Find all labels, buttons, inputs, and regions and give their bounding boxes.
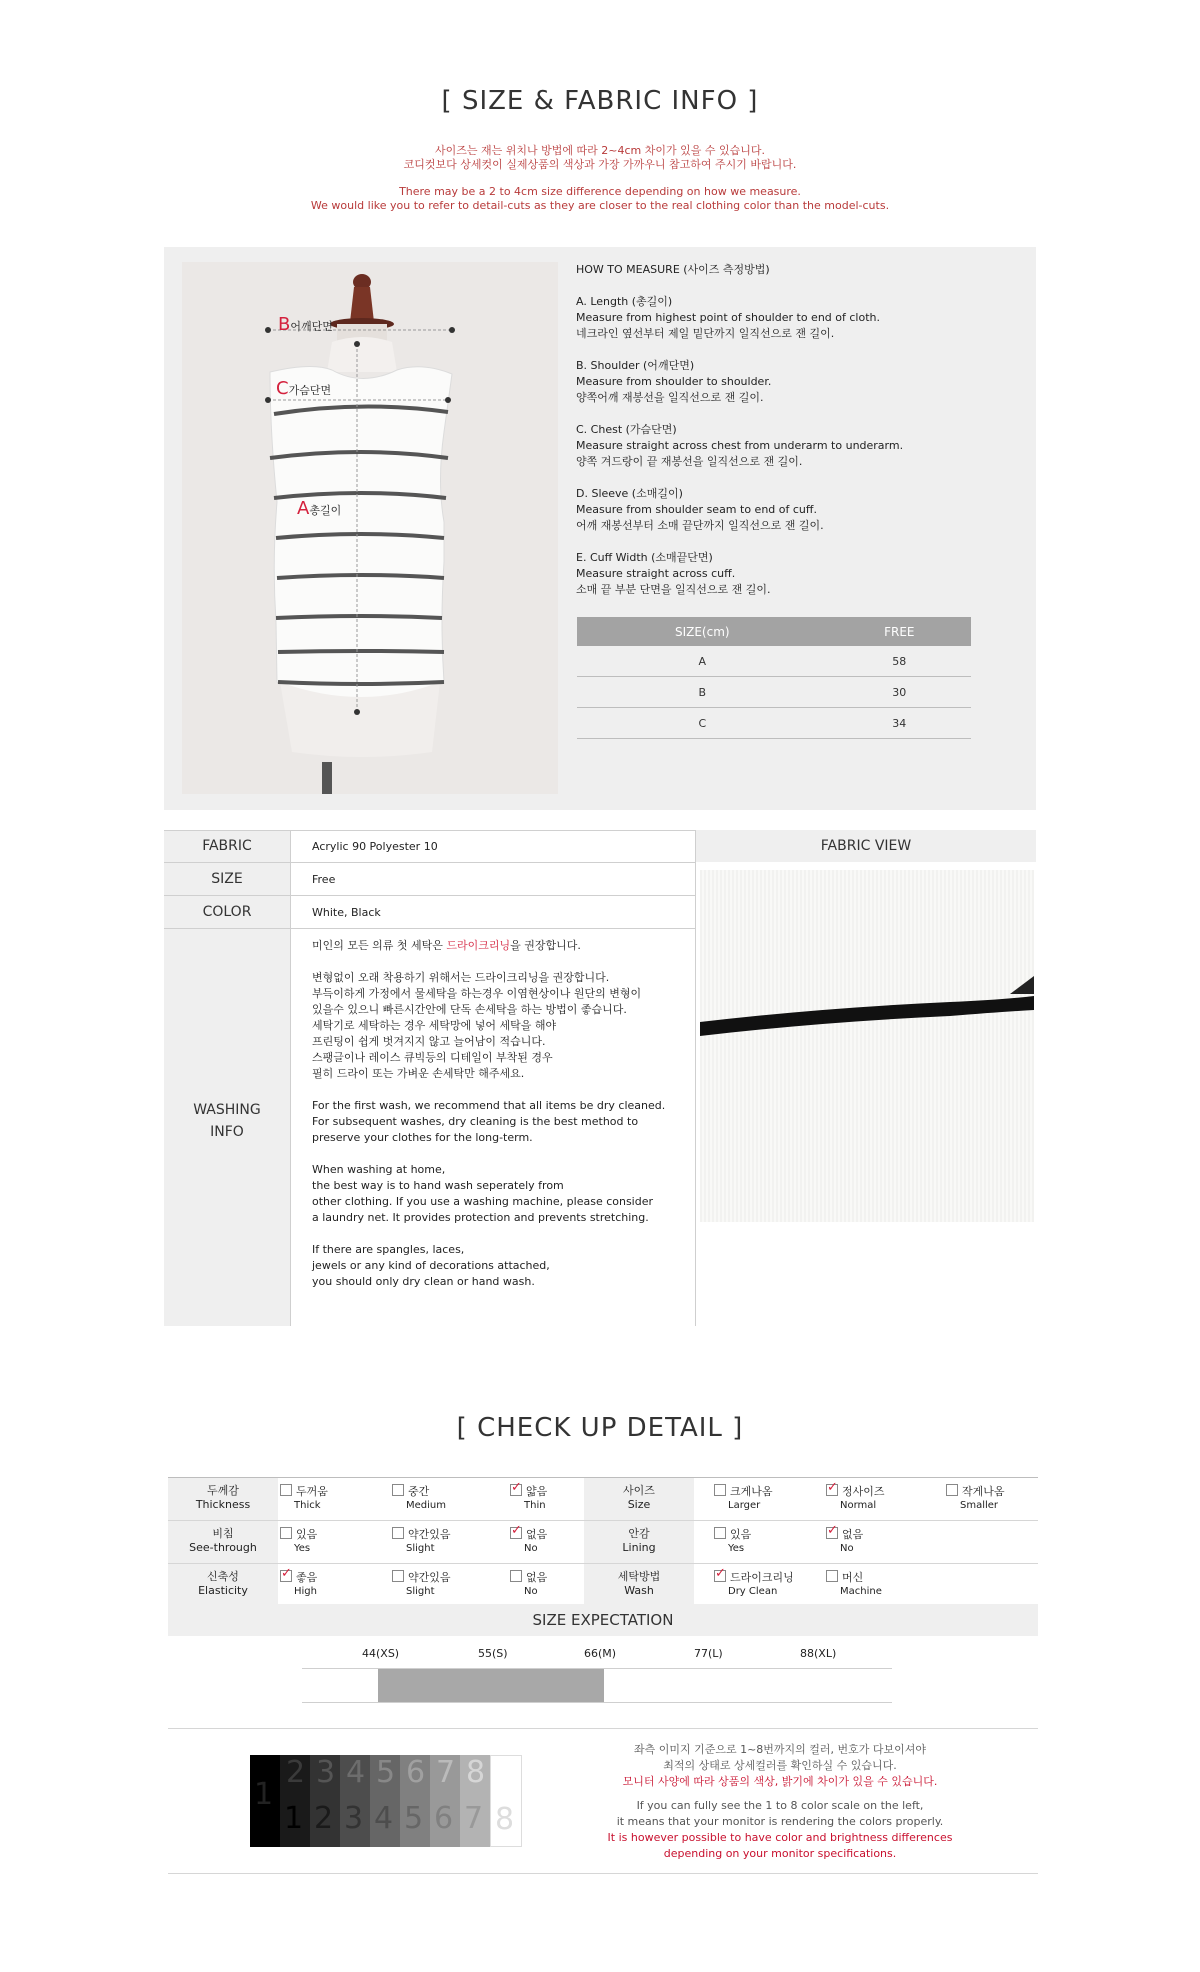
checkbox[interactable] bbox=[392, 1484, 404, 1496]
checkbox-checked[interactable] bbox=[714, 1570, 726, 1582]
option-no[interactable]: ✓없음 No bbox=[510, 1527, 547, 1556]
checkbox[interactable] bbox=[714, 1484, 726, 1496]
scale-cell: 1 bbox=[250, 1755, 280, 1847]
elasticity-label: 신축성 Elasticity bbox=[168, 1564, 278, 1606]
checkbox[interactable] bbox=[392, 1527, 404, 1539]
check-title: [ CHECK UP DETAIL ] bbox=[456, 1413, 744, 1443]
scale-cell: 4 3 bbox=[340, 1755, 370, 1847]
size-note-en: There may be a 2 to 4cm size difference depending on how we measure. We would like you to refer to detail-cuts as they are closer to the real clothing color than the model-cuts. bbox=[310, 185, 890, 212]
option-normal[interactable]: ✓정사이즈 Normal bbox=[826, 1484, 885, 1513]
monitor-notice: 좌측 이미지 기준으로 1~8번까지의 컬러, 번호가 다보이셔야 최적의 상태로 상세컬러를 확인하실 수 있습니다. 모니터 사양에 따라 상품의 색상, 밝기에 차이가 있을 수 있습니다. If you can fully see the 1 to 8 color scale on the left, it means that your monitor is rendering the colors properly. It is however possible to have color and brightness differences depending on your monitor specifications. bbox=[607, 1743, 953, 1860]
wash-en-2: When washing at home, the best way is to hand wash seperately from other clothing. If you use a washing machine, please consider a laundry net. It provides protection and prevents stretching. bbox=[312, 1163, 654, 1224]
checkbox[interactable] bbox=[946, 1484, 958, 1496]
free-col-header: FREE bbox=[828, 617, 971, 646]
divider bbox=[168, 1728, 1038, 1729]
wash-label: 세탁방법 Wash bbox=[584, 1564, 694, 1606]
checkbox[interactable] bbox=[280, 1484, 292, 1496]
fabric-swatch-photo bbox=[700, 870, 1034, 1222]
divider bbox=[164, 928, 696, 929]
fabric-label: FABRIC bbox=[164, 830, 290, 862]
option-slight[interactable]: 약간있음 Slight bbox=[392, 1527, 451, 1556]
checkbox[interactable] bbox=[714, 1527, 726, 1539]
option-dry-clean[interactable]: ✓드라이크리닝 Dry Clean bbox=[714, 1570, 794, 1599]
label-c: C가슴단면 bbox=[276, 378, 332, 399]
option-thick[interactable]: 두꺼움 Thick bbox=[280, 1484, 328, 1513]
color-value: White, Black bbox=[312, 906, 381, 919]
option-larger[interactable]: 크게나옴 Larger bbox=[714, 1484, 773, 1513]
size-col-header: SIZE(cm) bbox=[577, 617, 828, 646]
wash-en-3: If there are spangles, laces, jewels or any kind of decorations attached, you should only dry clean or hand wash. bbox=[312, 1243, 550, 1288]
fabric-value: Acrylic 90 Polyester 10 bbox=[312, 840, 438, 853]
washing-label: WASHING INFO bbox=[164, 929, 290, 1326]
size-label: SIZE bbox=[164, 863, 290, 895]
checkbox-checked[interactable] bbox=[280, 1570, 292, 1582]
wash-ko: 변형없이 오래 착용하기 위해서는 드라이크리닝을 권장합니다. 부득이하게 가정에서 물세탁을 하는경우 이염현상이나 원단의 변형이 있을수 있으니 빠른시간안에 단독 손세탁을 하는 방법이 좋습니다. 세탁기로 세탁하는 경우 세탁망에 넣어 세탁을 해야 프린팅이 쉽게 벗겨지지 않고 늘어남이 적습니다. 스팽글이나 레이스 큐빅등의 디테일이 부착된 경우 필히 드라이 또는 가벼운 손세탁만 해주세요. bbox=[312, 971, 642, 1080]
divider bbox=[164, 895, 696, 896]
size-table bbox=[577, 617, 971, 739]
checkbox[interactable] bbox=[280, 1527, 292, 1539]
lining-label: 안감 Lining bbox=[584, 1521, 694, 1563]
checkbox[interactable] bbox=[826, 1570, 838, 1582]
checkbox-checked[interactable] bbox=[826, 1527, 838, 1539]
scale-label-77: 77(L) bbox=[694, 1647, 723, 1660]
checkbox-checked[interactable] bbox=[510, 1527, 522, 1539]
scale-cell: 5 4 bbox=[370, 1755, 400, 1847]
option-elastic-no[interactable]: 없음 No bbox=[510, 1570, 547, 1599]
check-row-see-through bbox=[168, 1521, 1038, 1564]
how-to-measure bbox=[576, 262, 976, 614]
size-fit-label: 사이즈 Size bbox=[584, 1478, 694, 1520]
label-b: B어깨단면 bbox=[278, 314, 333, 335]
fabric-view-header: FABRIC VIEW bbox=[696, 830, 1036, 862]
scale-label-88: 88(XL) bbox=[800, 1647, 837, 1660]
measure-item-a: A. Length (총길이) Measure from highest point of shoulder to end of cloth. 네크라인 옆선부터 제일 밑단까지 일직선으로 잰 길이. bbox=[576, 295, 880, 340]
option-elastic-slight[interactable]: 약간있음 Slight bbox=[392, 1570, 451, 1599]
scale-label-44: 44(XS) bbox=[362, 1647, 400, 1660]
checkbox[interactable] bbox=[392, 1570, 404, 1582]
divider bbox=[168, 1873, 1038, 1874]
size-expectation-header: SIZE EXPECTATION bbox=[168, 1604, 1038, 1636]
option-yes[interactable]: 있음 Yes bbox=[280, 1527, 317, 1556]
size-note-ko: 사이즈는 재는 위치나 방법에 따라 2~4cm 차이가 있을 수 있습니다. 코디컷보다 상세컷이 실제상품의 색상과 가장 가까우니 참고하여 주시기 바랍니다. bbox=[403, 144, 797, 171]
option-lining-yes[interactable]: 있음 Yes bbox=[714, 1527, 751, 1556]
divider bbox=[290, 830, 291, 1326]
page-title: [ SIZE & FABRIC INFO ] bbox=[441, 86, 759, 116]
fabric-info-table bbox=[164, 830, 696, 1326]
divider bbox=[302, 1702, 892, 1703]
divider bbox=[695, 830, 696, 1326]
divider bbox=[164, 830, 696, 831]
scale-cell: 8 7 bbox=[460, 1755, 490, 1847]
measure-item-d: D. Sleeve (소매길이) Measure from shoulder seam to end of cuff. 어깨 재봉선부터 소매 끝단까지 일직선으로 잰 길이. bbox=[576, 487, 824, 532]
option-medium[interactable]: 중간 Medium bbox=[392, 1484, 446, 1513]
check-row-thickness bbox=[168, 1478, 1038, 1521]
size-value: Free bbox=[312, 873, 336, 886]
checkbox[interactable] bbox=[510, 1570, 522, 1582]
table-row: B 30 bbox=[577, 677, 971, 708]
monitor-color-scale bbox=[250, 1755, 522, 1847]
checkbox-checked[interactable] bbox=[826, 1484, 838, 1496]
option-machine[interactable]: 머신 Machine bbox=[826, 1570, 882, 1599]
checkbox-checked[interactable] bbox=[510, 1484, 522, 1496]
mannequin-photo bbox=[182, 262, 558, 794]
see-through-label: 비침 See-through bbox=[168, 1521, 278, 1563]
scale-cell: 3 2 bbox=[310, 1755, 340, 1847]
wash-intro: 미인의 모든 의류 첫 세탁은 드라이크리닝을 권장합니다. bbox=[312, 939, 581, 952]
check-row-elasticity bbox=[168, 1564, 1038, 1607]
washing-text bbox=[312, 938, 684, 1306]
how-heading: HOW TO MEASURE (사이즈 측정방법) bbox=[576, 263, 770, 276]
measure-item-e: E. Cuff Width (소매끝단면) Measure straight across cuff. 소매 끝 부분 단면을 일직선으로 잰 길이. bbox=[576, 551, 771, 596]
option-lining-no[interactable]: ✓없음 No bbox=[826, 1527, 863, 1556]
scale-cell: 2 1 bbox=[280, 1755, 310, 1847]
scale-cell: 7 6 bbox=[430, 1755, 460, 1847]
thickness-label: 두께감 Thickness bbox=[168, 1478, 278, 1520]
measure-item-c: C. Chest (가슴단면) Measure straight across chest from underarm to underarm. 양쪽 겨드랑이 끝 재봉선을 일직선으로 잰 길이. bbox=[576, 423, 904, 468]
table-row: A 58 bbox=[577, 646, 971, 677]
scale-cell: 8 bbox=[490, 1755, 522, 1847]
option-high[interactable]: ✓좋음 High bbox=[280, 1570, 317, 1599]
divider bbox=[164, 862, 696, 863]
size-expectation-bar bbox=[378, 1669, 604, 1702]
scale-label-66: 66(M) bbox=[584, 1647, 617, 1660]
option-thin[interactable]: ✓얇음 Thin bbox=[510, 1484, 547, 1513]
option-smaller[interactable]: 작게나옴 Smaller bbox=[946, 1484, 1005, 1513]
scale-cell: 6 5 bbox=[400, 1755, 430, 1847]
scale-label-55: 55(S) bbox=[478, 1647, 508, 1660]
measure-item-b: B. Shoulder (어깨단면) Measure from shoulder to shoulder. 양쪽어깨 재봉선을 일직선으로 잰 길이. bbox=[576, 359, 772, 404]
color-label: COLOR bbox=[164, 896, 290, 928]
table-row: C 34 bbox=[577, 708, 971, 739]
label-a: A총길이 bbox=[297, 498, 342, 519]
wash-en-1: For the first wash, we recommend that all items be dry cleaned. For subsequent washes, dry cleaning is the best method to preserve your clothes for the long-term. bbox=[312, 1099, 666, 1144]
